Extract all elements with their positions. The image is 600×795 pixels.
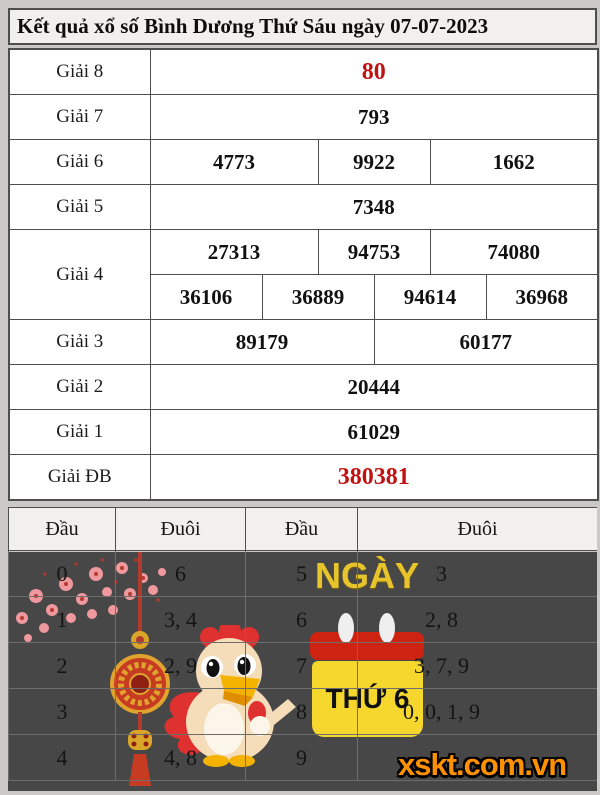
prize-row-g2 (9, 365, 598, 410)
prize-label-g6: Giải 6 (9, 140, 150, 185)
calendar-ngay-label: NGÀY (314, 555, 419, 596)
dau-cell: 9 (246, 735, 358, 781)
header-dau-right: Đầu (246, 508, 358, 551)
xskt-watermark-logo: xskt.com.vn (398, 747, 567, 782)
dau-duoi-header-row (9, 508, 598, 551)
prize-label-gdb: Giải ĐB (9, 455, 150, 501)
dau-duoi-section (8, 507, 597, 791)
duoi-cell: 4, 8 (116, 735, 246, 781)
prize-label-g3: Giải 3 (9, 320, 150, 365)
dau-cell: 0 (9, 551, 116, 597)
dau-cell: 2 (9, 643, 116, 689)
header-dau-left: Đầu (9, 508, 116, 551)
duoi-cell: 6 (116, 551, 246, 597)
dau-cell: 6 (246, 597, 358, 643)
prize-row-gdb (9, 455, 598, 501)
duoi-cell: 3, 4 (116, 597, 246, 643)
prize-number-gdb: 380381 (150, 455, 598, 501)
prize-number-g3-1: 89179 (150, 320, 374, 365)
dau-cell: 1 (9, 597, 116, 643)
prize-number-g4-2: 94753 (318, 230, 430, 275)
prize-number-g2: 20444 (150, 365, 598, 410)
prize-number-g6-3: 1662 (430, 140, 598, 185)
calendar-thu-label: THỨ 6 (325, 683, 410, 714)
prize-row-g7 (9, 95, 598, 140)
prize-number-g4-1: 27313 (150, 230, 318, 275)
prize-number-g8: 80 (150, 49, 598, 95)
prize-label-g8: Giải 8 (9, 49, 150, 95)
prize-number-g4-4: 36106 (150, 275, 262, 320)
prize-number-g7: 793 (150, 95, 598, 140)
prize-label-g7: Giải 7 (9, 95, 150, 140)
dau-cell: 3 (9, 689, 116, 735)
prize-row-g4a (9, 230, 598, 275)
duoi-cell: 2, 8 (358, 597, 598, 643)
prize-label-g2: Giải 2 (9, 365, 150, 410)
prize-number-g5: 7348 (150, 185, 598, 230)
prize-label-g4: Giải 4 (9, 230, 150, 320)
duoi-cell (116, 689, 246, 735)
duoi-cell: 0, 0, 1, 9 (358, 689, 598, 735)
loto-row-0 (9, 551, 598, 597)
dau-cell: 4 (9, 735, 116, 781)
duoi-cell: 3, 7, 9 (358, 643, 598, 689)
duoi-cell: 3 (358, 551, 598, 597)
prize-number-g4-6: 94614 (374, 275, 486, 320)
dau-cell: 8 (246, 689, 358, 735)
dau-cell: 5 (246, 551, 358, 597)
dau-duoi-table (8, 507, 597, 781)
prize-number-g4-3: 74080 (430, 230, 598, 275)
prize-number-g1: 61029 (150, 410, 598, 455)
prize-number-g6-1: 4773 (150, 140, 318, 185)
dau-cell: 7 (246, 643, 358, 689)
prize-row-g5 (9, 185, 598, 230)
prize-label-g1: Giải 1 (9, 410, 150, 455)
prize-number-g6-2: 9922 (318, 140, 430, 185)
loto-row-1 (9, 597, 598, 643)
prize-number-g4-5: 36889 (262, 275, 374, 320)
prize-table (8, 48, 599, 501)
loto-row-3 (9, 689, 598, 735)
lottery-results-page (8, 8, 597, 791)
header-duoi-right: Đuôi (358, 508, 598, 551)
prize-row-g1 (9, 410, 598, 455)
duoi-cell: 2, 9 (116, 643, 246, 689)
header-duoi-left: Đuôi (116, 508, 246, 551)
page-title: Kết quả xổ số Bình Dương Thứ Sáu ngày 07-07-2023 (8, 8, 597, 45)
prize-label-g5: Giải 5 (9, 185, 150, 230)
prize-row-g8 (9, 49, 598, 95)
prize-number-g4-7: 36968 (486, 275, 598, 320)
loto-row-2 (9, 643, 598, 689)
prize-number-g3-2: 60177 (374, 320, 598, 365)
prize-row-g3 (9, 320, 598, 365)
prize-row-g6 (9, 140, 598, 185)
